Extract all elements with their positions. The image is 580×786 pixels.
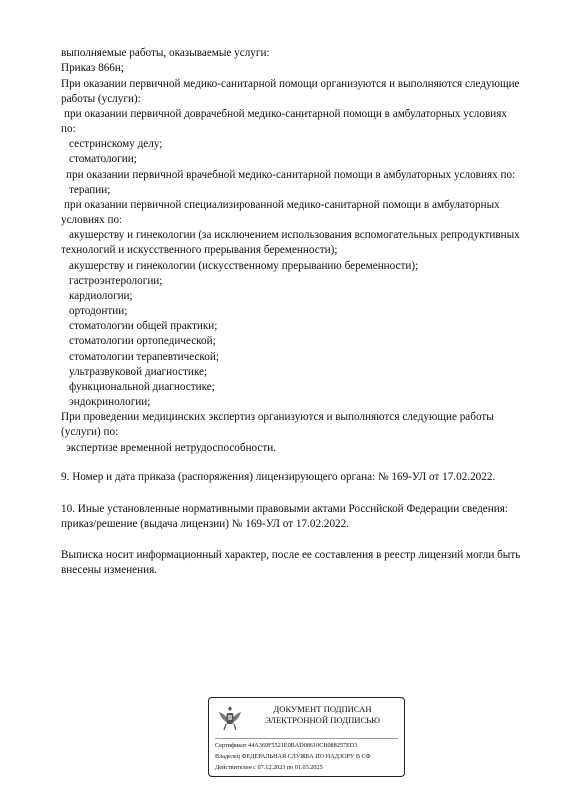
text-line: сестринскому делу; (69, 138, 163, 150)
text-line: экспертизе временной нетрудоспособности. (66, 442, 277, 454)
e-signature-stamp (208, 697, 405, 777)
section-9-line: 9. Номер и дата приказа (распоряжения) лицензирующего органа: № 169-УЛ от 17.02.2022. (61, 471, 496, 483)
text-line: стоматологии; (69, 153, 137, 165)
stamp-validity: Действителен с 07.12.2023 по 01.03.2025 (215, 764, 323, 771)
stamp-title-line2: ЭЛЕКТРОННОЙ ПОДПИСЬЮ (264, 715, 380, 725)
stamp-owner: Владелец ФЕДЕРАЛЬНАЯ СЛУЖБА ПО НАДЗОРУ В СФ (215, 753, 371, 760)
eagle-emblem-icon (217, 704, 243, 732)
text-line: условиях по: (61, 214, 123, 226)
text-line: (услуги) по: (61, 426, 119, 438)
text-line: при оказании первичной специализированной медико-санитарной помощи в амбулаторных (64, 199, 500, 211)
text-line: акушерству и гинекологии (за исключением использования вспомогательных репродуктивных (69, 229, 520, 241)
text-line: при оказании первичной врачебной медико-санитарной помощи в амбулаторных условиях по: (66, 169, 516, 181)
text-line: Приказ 866н; (61, 62, 124, 74)
text-line: гастроэнтерологии; (69, 275, 163, 287)
stamp-title-line1: ДОКУМЕНТ ПОДПИСАН (273, 704, 372, 714)
section-10-line: приказ/решение (выдача лицензии) № 169-УЛ от 17.02.2022. (61, 518, 350, 530)
text-line: работы (услуги): (61, 93, 141, 105)
text-line: При проведении медицинских экспертиз организуются и выполняются следующие работы (61, 411, 494, 423)
stamp-divider (215, 738, 398, 739)
text-line: стоматологии терапевтической; (69, 351, 219, 363)
text-line: ультразвуковой диагностике; (69, 366, 208, 378)
text-line: по: (61, 123, 76, 135)
text-line: стоматологии общей практики; (69, 320, 218, 332)
note-line: Выписка носит информационный характер, после ее составления в реестр лицензий могли быть (61, 549, 521, 561)
text-line: технологий и искусственного прерывания беременности); (61, 244, 338, 256)
stamp-certificate: Сертификат 44A369F5521E0BAD08610CB088257ED3 (215, 742, 358, 749)
text-line: акушерству и гинекологии (искусственному прерыванию беременности); (69, 260, 419, 272)
text-line: При оказании первичной медико-санитарной помощи организуются и выполняются следующие (61, 78, 520, 90)
text-line: терапии; (69, 184, 111, 196)
text-line: кардиологии; (69, 290, 133, 302)
note-line: внесены изменения. (61, 564, 158, 576)
text-line: выполняемые работы, оказываемые услуги: (61, 47, 270, 59)
text-line: ортодонтии; (69, 305, 128, 317)
text-line: функциональной диагностике; (69, 381, 215, 393)
text-line: стоматологии ортопедической; (69, 335, 216, 347)
section-10-line: 10. Иные установленные нормативными правовыми актами Российской Федерации сведения: (61, 503, 508, 515)
text-line: при оказании первичной доврачебной медико-санитарной помощи в амбулаторных условиях (64, 108, 507, 120)
text-line: эндокринологии; (69, 396, 151, 408)
